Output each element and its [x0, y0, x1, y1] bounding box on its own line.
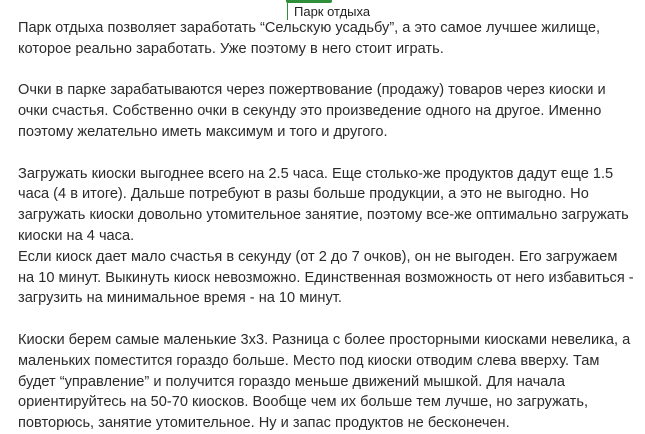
text-line: загрузить на минимальное время - на 10 минут.: [18, 290, 342, 307]
text-line: очки счастья. Собственно очки в секунду это произведение одного на другое. Именно: [18, 103, 602, 120]
text-line: поэтому желательно иметь максимум и того и другого.: [18, 123, 388, 140]
text-line: ориентируйтесь на 50-70 киосков. Вообще чем их больше тем лучше, но загружать,: [18, 394, 589, 411]
text-line: маленьких поместится гораздо больше. Место под киоски отводим слева вверху. Там: [18, 352, 600, 369]
text-line: будет “управление” и получится гораздо меньше движений мышкой. Для начала: [18, 373, 565, 390]
text-line: Парк отдыха позволяет заработать “Сельскую усадьбу”, а это самое лучшее жилище,: [18, 20, 601, 36]
text-line: Если киоск дает мало счастья в секунду (от 2 до 7 очков), он не выгоден. Его загружаем: [18, 248, 618, 265]
paragraph-intro: [18, 18, 640, 60]
document-body: [18, 18, 640, 434]
tooltip: Парк отдыха: [287, 3, 372, 20]
paragraph-spacer: [18, 60, 640, 81]
text-line: Очки в парке зарабатываются через пожертвование (продажу) товаров через киоски и: [18, 82, 606, 99]
text-line: которое реально заработать. Уже поэтому в него стоит играть.: [18, 40, 444, 57]
paragraph-points: [18, 80, 640, 142]
text-line: часа (4 в итоге). Дальше потребуют в разы больше продукции, а это не выгодно. Но: [18, 186, 589, 203]
text-line: Киоски берем самые маленькие 3x3. Разница с более просторными киосками невелика, а: [18, 331, 631, 348]
text-line: на 10 минут. Выкинуть киоск невозможно. Единственная возможность от него избавиться -: [18, 269, 634, 286]
paragraph-spacer: [18, 309, 640, 330]
paragraph-loading: [18, 164, 640, 310]
text-line: киоски на 4 часа.: [18, 227, 135, 244]
text-line: загружать киоски довольно утомительное занятие, поэтому все-же оптимально загружать: [18, 207, 629, 224]
paragraph-kiosks: [18, 330, 640, 434]
text-line: Загружать киоски выгоднее всего на 2.5 часа. Еще столько-же продуктов дадут еще 1.5: [18, 165, 614, 182]
text-line: повторюсь, занятие утомительное. Ну и запас продуктов не бесконечен.: [18, 415, 510, 432]
paragraph-spacer: [18, 143, 640, 164]
